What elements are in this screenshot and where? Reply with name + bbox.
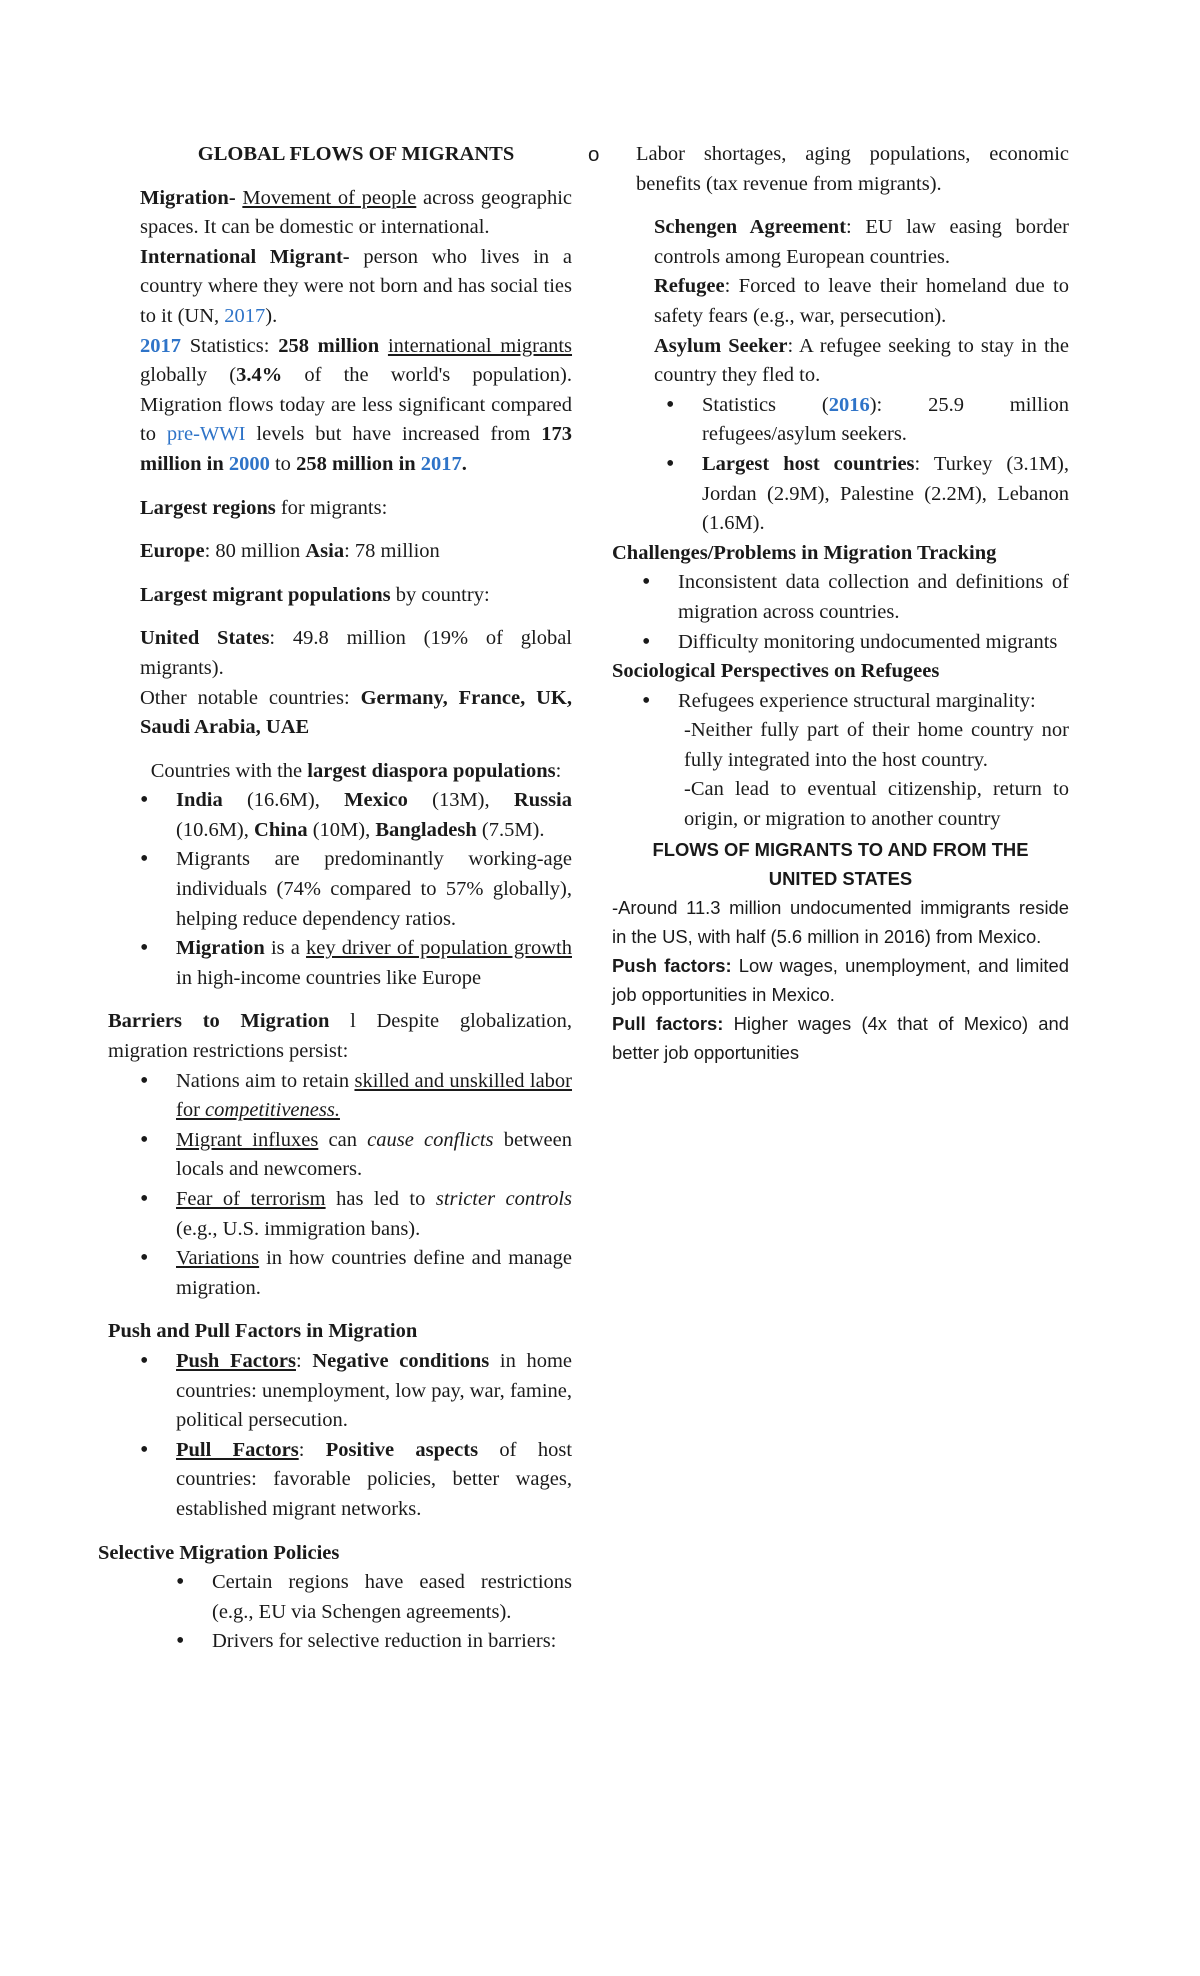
list-item: • Migrants are predominantly working-age individuals (74% compared to 57% globally), helping reduce dependency ratios. — [140, 845, 572, 934]
refugee-definition: Refugee: Forced to leave their homeland due to safety fears (e.g., war, persecution). — [654, 275, 1069, 327]
list-item: • Certain regions have eased restrictions (e.g., EU via Schengen agreements). — [140, 1568, 572, 1627]
schengen-definition: Schengen Agreement: EU law easing border controls among European countries. — [654, 216, 1070, 268]
international-migrant-definition: International Migrant- person who lives in a country where they were not born and has social ties to it (UN, 2017). — [140, 245, 572, 327]
selective-list — [140, 1568, 572, 1657]
list-item: • Nations aim to retain skilled and unskilled labor for competitiveness. — [140, 1067, 572, 1126]
other-countries: Other notable countries: Germany, France, UK, Saudi Arabia, UAE — [140, 686, 572, 739]
list-item: • Migrant influxes can cause conflicts between locals and newcomers. — [140, 1126, 572, 1185]
list-item: • Variations in how countries define and manage migration. — [140, 1244, 572, 1303]
right-column — [588, 140, 1070, 1067]
us-flows-text: -Around 11.3 million undocumented immigrants reside in the US, with half (5.6 million in 2016) from Mexico. — [612, 896, 1069, 947]
push-factors-text: Push factors: Low wages, unemployment, and limited job opportunities in Mexico. — [612, 954, 1069, 1005]
refugee-stats-list — [630, 391, 1069, 539]
sociological-list — [606, 687, 1069, 717]
page-title: GLOBAL FLOWS OF MIGRANTS — [197, 143, 515, 165]
united-states-stat: United States: 49.8 million (19% of global migrants). — [140, 627, 572, 679]
diaspora-list — [140, 786, 572, 993]
marginality-point-1: -Neither fully part of their home country nor fully integrated into the host country. — [684, 719, 1069, 771]
challenges-list — [606, 568, 1069, 657]
list-item: • Inconsistent data collection and definitions of migration across countries. — [606, 568, 1069, 627]
us-flows-section — [612, 835, 1069, 1067]
labor-item: o Labor shortages, aging populations, economic benefits (tax revenue from migrants). — [588, 140, 1069, 199]
list-item: • Statistics (2016): 25.9 million refugees/asylum seekers. — [630, 391, 1069, 450]
push-pull-list — [140, 1347, 572, 1525]
list-item: • Fear of terrorism has led to stricter controls (e.g., U.S. immigration bans). — [140, 1185, 572, 1244]
push-pull-heading: Push and Pull Factors in Migration — [108, 1320, 418, 1343]
challenges-heading: Challenges/Problems in Migration Tracking — [612, 541, 997, 564]
largest-populations: Largest migrant populations by country: — [140, 583, 490, 606]
circle-bullet-icon: o — [588, 143, 600, 166]
list-item: • Drivers for selective reduction in barriers: — [140, 1627, 572, 1657]
migration-definition: Migration- Movement of people across geographic spaces. It can be domestic or international. — [140, 186, 572, 239]
barriers-heading: Barriers to Migration l Despite globalization, migration restrictions persist: — [108, 1010, 572, 1063]
list-item: • Pull Factors: Positive aspects of host countries: favorable policies, better wages, established migrant networks. — [140, 1436, 572, 1525]
sociological-heading: Sociological Perspectives on Refugees — [612, 660, 940, 683]
regions-values: Europe: 80 million Asia: 78 million — [140, 540, 440, 563]
list-item: • Migration is a key driver of population growth in high-income countries like Europe — [140, 934, 572, 993]
us-flows-heading: FLOWS OF MIGRANTS TO AND FROM THE UNITED STATES — [652, 838, 1029, 889]
list-item: • India (16.6M), Mexico (13M), Russia (10.6M), China (10M), Bangladesh (7.5M). — [140, 786, 572, 845]
pull-factors-text: Pull factors: Higher wages (4x that of Mexico) and better job opportunities — [612, 1012, 1069, 1063]
largest-regions: Largest regions for migrants: — [140, 496, 388, 519]
list-item: • Largest host countries: Turkey (3.1M), Jordan (2.9M), Palestine (2.2M), Lebanon (1.6M). — [630, 450, 1069, 539]
selective-heading: Selective Migration Policies — [98, 1541, 340, 1564]
barriers-list — [140, 1067, 572, 1304]
list-item: • Difficulty monitoring undocumented migrants — [606, 628, 1069, 658]
list-item: • Push Factors: Negative conditions in home countries: unemployment, low pay, war, famine, political persecution. — [140, 1347, 572, 1436]
statistics-paragraph: 2017 Statistics: 258 million international migrants globally (3.4% of the world's population). Migration flows today are less significant compared to pre-WWI levels but have increased from 173 million in 2000 to 258 million in 2017. — [140, 334, 573, 475]
diaspora-heading: Countries with the largest diaspora populations: — [150, 759, 562, 782]
left-column — [98, 140, 573, 1657]
list-item: • Refugees experience structural marginality: — [606, 687, 1069, 717]
asylum-definition: Asylum Seeker: A refugee seeking to stay in the country they fled to. — [654, 334, 1069, 387]
marginality-point-2: -Can lead to eventual citizenship, return to origin, or migration to another country — [684, 778, 1069, 831]
